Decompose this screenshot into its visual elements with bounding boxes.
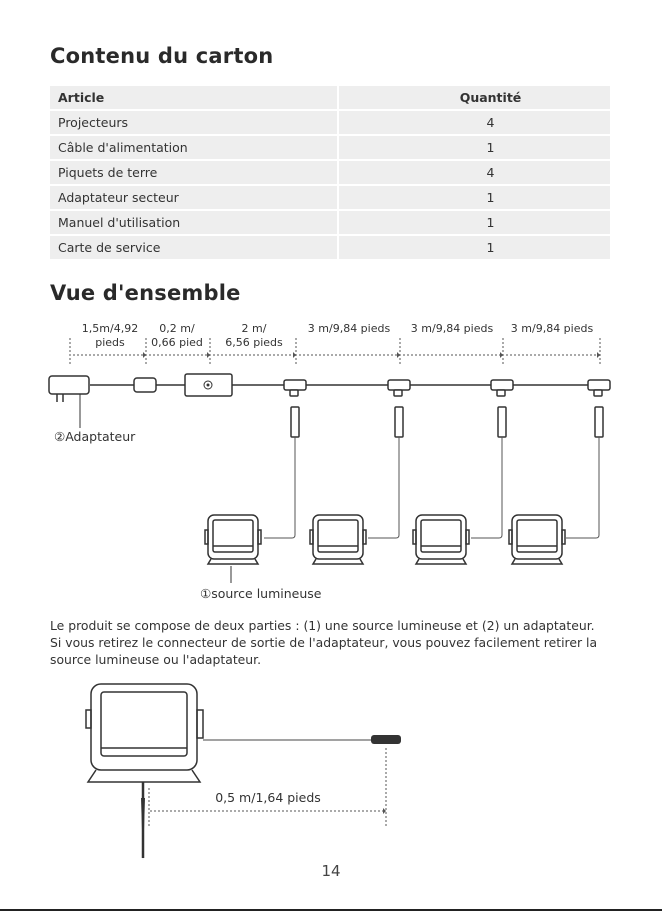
paragraph-line: source lumineuse ou l'adaptateur. <box>50 652 262 667</box>
table-row <box>50 136 610 159</box>
segment-label: 0,2 m/ <box>159 322 195 335</box>
segment-label: 3 m/9,84 pieds <box>307 322 391 335</box>
stake-tip <box>141 798 145 860</box>
inline-connector-icon <box>134 378 156 392</box>
floodlights <box>205 515 565 564</box>
quantity-cell: 4 <box>339 111 610 134</box>
segment-label: 3 m/9,84 pieds <box>510 322 594 335</box>
table-row <box>50 161 610 184</box>
bottom-rule <box>0 909 662 911</box>
detail-plug-icon <box>371 735 401 744</box>
floodlight-icon <box>310 515 366 564</box>
header-quantity: Quantité <box>339 86 610 109</box>
article-cell: Piquets de terre <box>50 161 339 184</box>
segment-label: 3 m/9,84 pieds <box>410 322 494 335</box>
segment-label: 2 m/ <box>241 322 267 335</box>
floodlight-detail-icon <box>86 684 203 782</box>
detail-length-label: 0,5 m/1,64 pieds <box>215 790 321 805</box>
paragraph-line: Le produit se compose de deux parties : (1) une source lumineuse et (2) un adaptateur. <box>50 618 595 633</box>
article-cell: Projecteurs <box>50 111 339 134</box>
t-connector-icon <box>388 380 410 437</box>
floodlight-icon <box>509 515 565 564</box>
floodlight-icon <box>205 515 261 564</box>
page-number: 14 <box>321 862 341 880</box>
paragraph-line: Si vous retirez le connecteur de sortie de l'adaptateur, vous pouvez facilement retirer la <box>50 635 598 650</box>
t-connector-icon <box>588 380 610 437</box>
segment-label: 0,66 pied <box>151 336 203 349</box>
floodlight-detail-diagram <box>0 678 662 863</box>
header-article: Article <box>50 86 339 109</box>
section-title-overview: Vue d'ensemble <box>50 281 241 305</box>
article-cell: Carte de service <box>50 236 339 259</box>
quantity-cell: 1 <box>339 136 610 159</box>
table-header-row <box>50 86 610 109</box>
section-title-contents: Contenu du carton <box>50 44 274 68</box>
adapter-icon <box>49 376 89 428</box>
t-connector-icon <box>284 380 306 437</box>
segment-label: pieds <box>95 336 125 349</box>
overview-diagram <box>0 310 662 605</box>
t-connector-icon <box>491 380 513 437</box>
dimension-dividers <box>70 338 600 366</box>
junctions <box>284 380 610 437</box>
quantity-cell: 4 <box>339 161 610 184</box>
adapter-label: ②Adaptateur <box>54 429 136 444</box>
segment-label: 6,56 pieds <box>225 336 283 349</box>
controller-icon <box>185 374 232 396</box>
light-source-label: ①source lumineuse <box>200 586 322 601</box>
floodlight-icon <box>413 515 469 564</box>
quantity-cell: 1 <box>339 236 610 259</box>
article-cell: Manuel d'utilisation <box>50 211 339 234</box>
article-cell: Câble d'alimentation <box>50 136 339 159</box>
segment-label: 1,5m/4,92 <box>81 322 139 335</box>
article-cell: Adaptateur secteur <box>50 186 339 209</box>
description-paragraph <box>50 617 616 668</box>
quantity-cell: 1 <box>339 211 610 234</box>
table-row <box>50 211 610 234</box>
table-row <box>50 186 610 209</box>
contents-table <box>50 84 610 261</box>
table-row <box>50 111 610 134</box>
table-row <box>50 236 610 259</box>
quantity-cell: 1 <box>339 186 610 209</box>
